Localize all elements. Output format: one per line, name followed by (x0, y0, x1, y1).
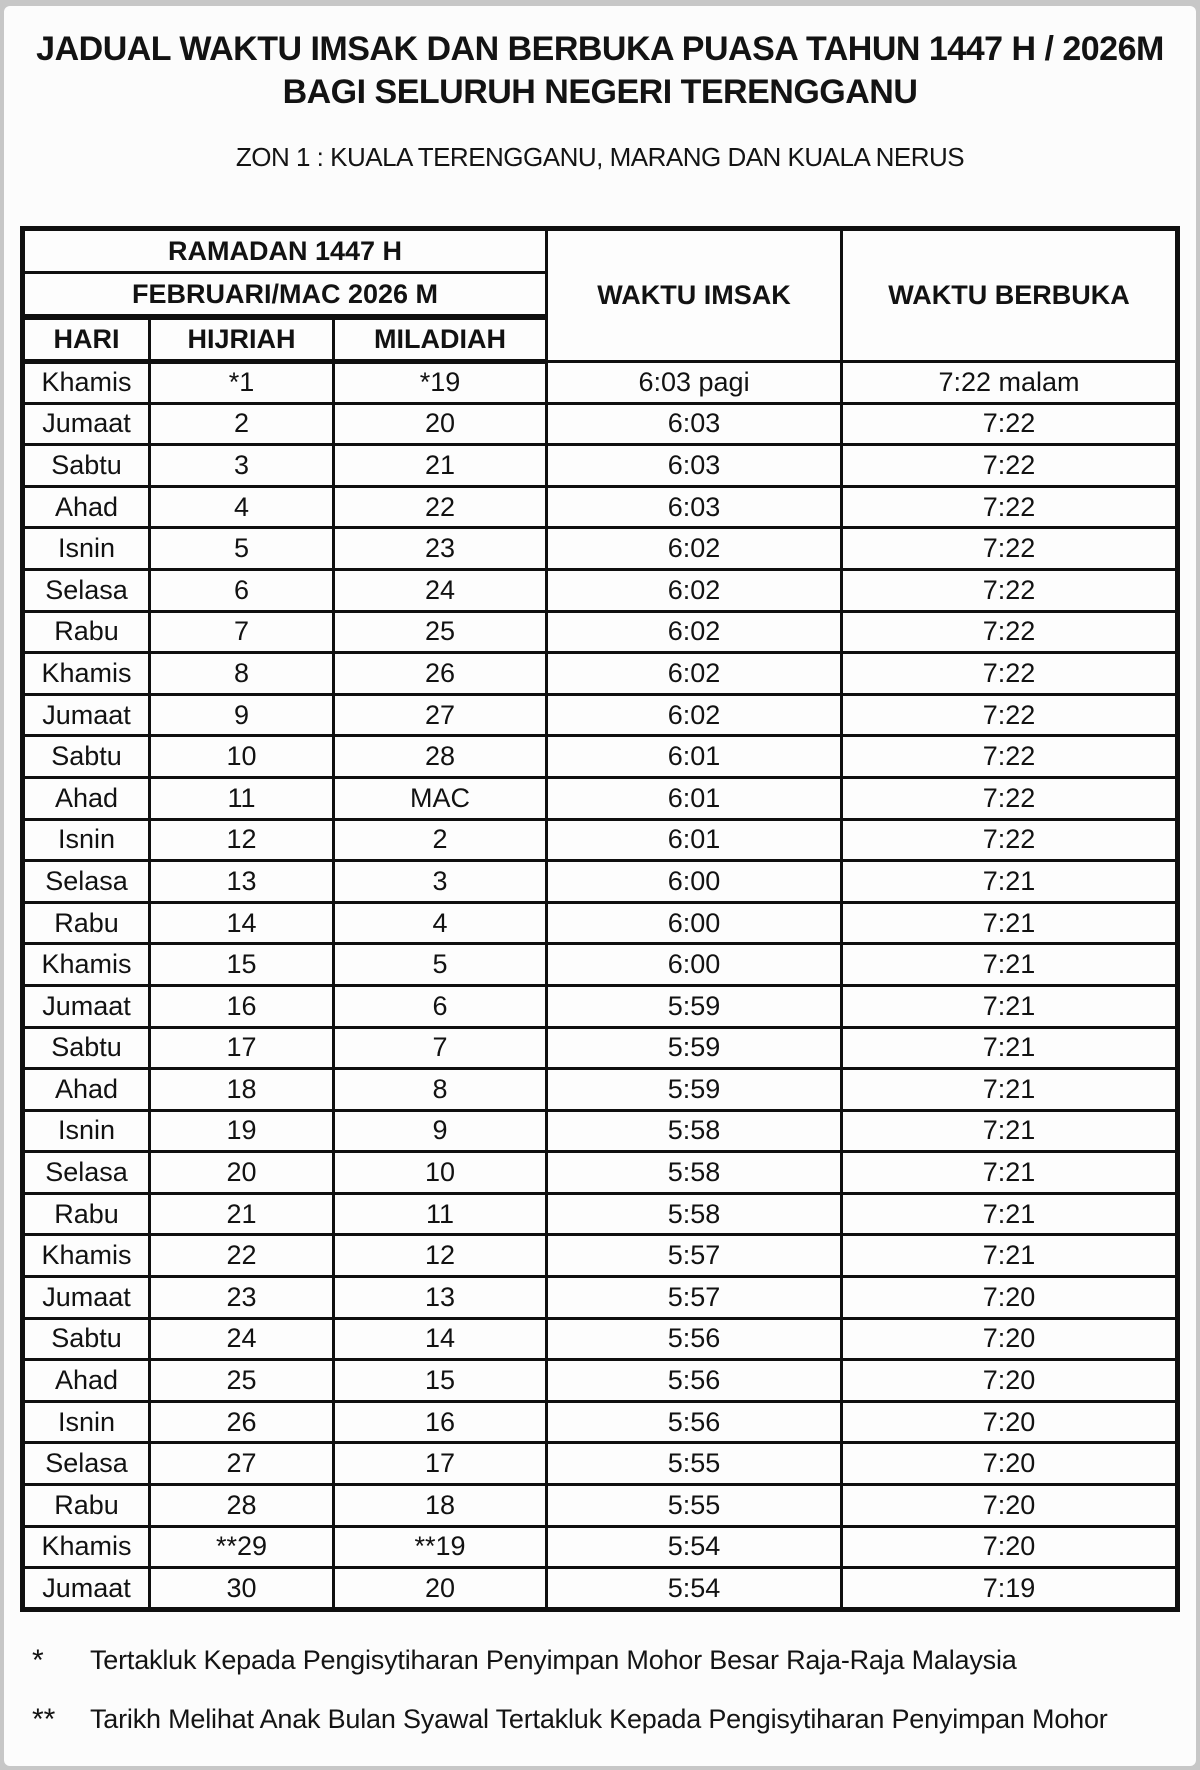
hijriah-date-cell: 11 (150, 777, 334, 819)
miladiah-date-cell: 11 (334, 1193, 547, 1235)
day-cell: Khamis (23, 1235, 150, 1277)
footnote-2-text: Tarikh Melihat Anak Bulan Syawal Tertakluk Kepada Pengisytiharan Penyimpan Mohor (90, 1704, 1108, 1734)
table-row (23, 1568, 1178, 1610)
imsak-time-cell: 5:58 (547, 1110, 842, 1152)
table-row (23, 486, 1178, 528)
table-row (23, 1443, 1178, 1485)
day-cell: Khamis (23, 1526, 150, 1568)
miladiah-date-cell: 22 (334, 486, 547, 528)
berbuka-time-cell: 7:22 (842, 819, 1178, 861)
day-cell: Rabu (23, 1193, 150, 1235)
imsak-time-cell: 6:03 pagi (547, 362, 842, 404)
table-row (23, 403, 1178, 445)
berbuka-time-cell: 7:22 (842, 569, 1178, 611)
imsak-time-cell: 5:54 (547, 1568, 842, 1610)
miladiah-date-cell: 23 (334, 528, 547, 570)
miladiah-date-cell: 5 (334, 944, 547, 986)
berbuka-time-cell: 7:21 (842, 944, 1178, 986)
table-row (23, 1485, 1178, 1527)
miladiah-date-cell: 13 (334, 1277, 547, 1319)
table-row (23, 528, 1178, 570)
berbuka-time-cell: 7:20 (842, 1277, 1178, 1319)
miladiah-date-cell: **19 (334, 1526, 547, 1568)
hijriah-date-cell: 22 (150, 1235, 334, 1277)
hijriah-date-cell: **29 (150, 1526, 334, 1568)
table-row (23, 861, 1178, 903)
day-cell: Rabu (23, 902, 150, 944)
zone-subtitle: ZON 1 : KUALA TERENGGANU, MARANG DAN KUALA NERUS (235, 142, 965, 172)
berbuka-time-cell: 7:22 (842, 694, 1178, 736)
imsak-time-cell: 6:00 (547, 861, 842, 903)
footnote-1-text: Tertakluk Kepada Pengisytiharan Penyimpan Mohor Besar Raja-Raja Malaysia (90, 1645, 1017, 1675)
day-cell: Selasa (23, 569, 150, 611)
table-row (23, 1401, 1178, 1443)
imsak-time-cell: 6:01 (547, 819, 842, 861)
hijriah-date-cell: 10 (150, 736, 334, 778)
table-row (23, 1526, 1178, 1568)
day-cell: Isnin (23, 819, 150, 861)
miladiah-date-cell: 21 (334, 445, 547, 487)
title-line-2: BAGI SELURUH NEGERI TERENGGANU (282, 73, 918, 111)
berbuka-time-cell: 7:21 (842, 985, 1178, 1027)
hijriah-date-cell: 4 (150, 486, 334, 528)
day-cell: Jumaat (23, 403, 150, 445)
table-row (23, 1110, 1178, 1152)
table-row (23, 653, 1178, 695)
berbuka-time-cell: 7:22 (842, 653, 1178, 695)
hijriah-date-cell: 5 (150, 528, 334, 570)
day-cell: Rabu (23, 611, 150, 653)
table-row (23, 611, 1178, 653)
day-cell: Jumaat (23, 1568, 150, 1610)
miladiah-date-cell: 3 (334, 861, 547, 903)
miladiah-date-cell: 8 (334, 1069, 547, 1111)
miladiah-date-cell: 2 (334, 819, 547, 861)
day-cell: Ahad (23, 1360, 150, 1402)
imsak-time-cell: 6:03 (547, 445, 842, 487)
miladiah-date-cell: 18 (334, 1485, 547, 1527)
berbuka-time-cell: 7:20 (842, 1401, 1178, 1443)
hijriah-date-cell: 2 (150, 403, 334, 445)
berbuka-time-cell: 7:22 (842, 403, 1178, 445)
hijriah-date-cell: 12 (150, 819, 334, 861)
miladiah-date-cell: 20 (334, 1568, 547, 1610)
footnote-2 (32, 1701, 1176, 1738)
table-row (23, 1069, 1178, 1111)
berbuka-time-cell: 7:21 (842, 1193, 1178, 1235)
day-cell: Sabtu (23, 1318, 150, 1360)
berbuka-time-cell: 7:22 (842, 611, 1178, 653)
day-cell: Khamis (23, 362, 150, 404)
table-row (23, 902, 1178, 944)
imsak-time-cell: 5:59 (547, 1027, 842, 1069)
day-cell: Selasa (23, 1443, 150, 1485)
hijriah-date-cell: 20 (150, 1152, 334, 1194)
day-cell: Isnin (23, 528, 150, 570)
table-row (23, 819, 1178, 861)
imsak-time-cell: 6:02 (547, 611, 842, 653)
imsak-time-cell: 5:59 (547, 1069, 842, 1111)
imsak-time-cell: 6:02 (547, 653, 842, 695)
hijriah-date-cell: 6 (150, 569, 334, 611)
berbuka-time-cell: 7:20 (842, 1485, 1178, 1527)
hijriah-date-cell: 15 (150, 944, 334, 986)
document-page (4, 6, 1196, 1766)
imsak-time-cell: 5:56 (547, 1318, 842, 1360)
header-ramadan-1447h: RAMADAN 1447 H (23, 229, 547, 273)
imsak-time-cell: 6:00 (547, 944, 842, 986)
imsak-time-cell: 6:02 (547, 569, 842, 611)
hijriah-date-cell: 25 (150, 1360, 334, 1402)
imsak-time-cell: 5:58 (547, 1193, 842, 1235)
day-cell: Rabu (23, 1485, 150, 1527)
berbuka-time-cell: 7:21 (842, 1152, 1178, 1194)
miladiah-date-cell: MAC (334, 777, 547, 819)
header-hijriah: HIJRIAH (150, 317, 334, 362)
berbuka-time-cell: 7:20 (842, 1318, 1178, 1360)
hijriah-date-cell: 18 (150, 1069, 334, 1111)
imsak-time-cell: 6:01 (547, 777, 842, 819)
berbuka-time-cell: 7:20 (842, 1526, 1178, 1568)
miladiah-date-cell: 17 (334, 1443, 547, 1485)
miladiah-date-cell: *19 (334, 362, 547, 404)
berbuka-time-cell: 7:21 (842, 902, 1178, 944)
imsak-time-cell: 5:55 (547, 1443, 842, 1485)
day-cell: Selasa (23, 1152, 150, 1194)
berbuka-time-cell: 7:21 (842, 861, 1178, 903)
miladiah-date-cell: 14 (334, 1318, 547, 1360)
footnote-1-marker: * (32, 1644, 44, 1677)
imsak-time-cell: 5:58 (547, 1152, 842, 1194)
day-cell: Khamis (23, 944, 150, 986)
day-cell: Jumaat (23, 694, 150, 736)
prayer-times-table (20, 226, 1180, 1612)
title-line-1: JADUAL WAKTU IMSAK DAN BERBUKA PUASA TAHUN 1447 H / 2026M (36, 30, 1164, 68)
imsak-time-cell: 6:02 (547, 528, 842, 570)
hijriah-date-cell: 3 (150, 445, 334, 487)
table-row (23, 362, 1178, 404)
table-body (23, 362, 1178, 1610)
day-cell: Sabtu (23, 445, 150, 487)
imsak-time-cell: 6:01 (547, 736, 842, 778)
hijriah-date-cell: 28 (150, 1485, 334, 1527)
table-header (23, 229, 1178, 362)
miladiah-date-cell: 24 (334, 569, 547, 611)
day-cell: Ahad (23, 486, 150, 528)
imsak-time-cell: 6:03 (547, 403, 842, 445)
day-cell: Ahad (23, 1069, 150, 1111)
berbuka-time-cell: 7:22 malam (842, 362, 1178, 404)
footnotes (32, 1642, 1176, 1760)
footnote-1 (32, 1642, 1176, 1679)
imsak-time-cell: 6:03 (547, 486, 842, 528)
imsak-time-cell: 5:56 (547, 1401, 842, 1443)
berbuka-time-cell: 7:21 (842, 1027, 1178, 1069)
hijriah-date-cell: *1 (150, 362, 334, 404)
hijriah-date-cell: 7 (150, 611, 334, 653)
berbuka-time-cell: 7:22 (842, 777, 1178, 819)
berbuka-time-cell: 7:20 (842, 1360, 1178, 1402)
header-hari: HARI (23, 317, 150, 362)
table-row (23, 777, 1178, 819)
miladiah-date-cell: 10 (334, 1152, 547, 1194)
hijriah-date-cell: 17 (150, 1027, 334, 1069)
berbuka-time-cell: 7:19 (842, 1568, 1178, 1610)
berbuka-time-cell: 7:22 (842, 736, 1178, 778)
table-row (23, 1318, 1178, 1360)
day-cell: Khamis (23, 653, 150, 695)
hijriah-date-cell: 9 (150, 694, 334, 736)
table-row (23, 985, 1178, 1027)
table-row (23, 1235, 1178, 1277)
table-row (23, 445, 1178, 487)
hijriah-date-cell: 23 (150, 1277, 334, 1319)
hijriah-date-cell: 24 (150, 1318, 334, 1360)
miladiah-date-cell: 7 (334, 1027, 547, 1069)
hijriah-date-cell: 30 (150, 1568, 334, 1610)
hijriah-date-cell: 8 (150, 653, 334, 695)
hijriah-date-cell: 19 (150, 1110, 334, 1152)
berbuka-time-cell: 7:20 (842, 1443, 1178, 1485)
miladiah-date-cell: 27 (334, 694, 547, 736)
header-row-ramadan (23, 229, 1178, 273)
hijriah-date-cell: 16 (150, 985, 334, 1027)
day-cell: Sabtu (23, 736, 150, 778)
footnote-2-marker: ** (32, 1703, 56, 1736)
berbuka-time-cell: 7:21 (842, 1110, 1178, 1152)
hijriah-date-cell: 21 (150, 1193, 334, 1235)
table-row (23, 1027, 1178, 1069)
table-row (23, 1277, 1178, 1319)
header-februari-mac-2026m: FEBRUARI/MAC 2026 M (23, 273, 547, 318)
berbuka-time-cell: 7:21 (842, 1235, 1178, 1277)
day-cell: Ahad (23, 777, 150, 819)
miladiah-date-cell: 25 (334, 611, 547, 653)
imsak-time-cell: 5:59 (547, 985, 842, 1027)
table-row (23, 944, 1178, 986)
miladiah-date-cell: 9 (334, 1110, 547, 1152)
page-title (4, 28, 1196, 114)
imsak-time-cell: 6:00 (547, 902, 842, 944)
table-row (23, 1152, 1178, 1194)
hijriah-date-cell: 26 (150, 1401, 334, 1443)
table-row (23, 569, 1178, 611)
berbuka-time-cell: 7:22 (842, 528, 1178, 570)
day-cell: Jumaat (23, 985, 150, 1027)
table-row (23, 736, 1178, 778)
day-cell: Isnin (23, 1401, 150, 1443)
imsak-time-cell: 5:57 (547, 1235, 842, 1277)
table-row (23, 1360, 1178, 1402)
miladiah-date-cell: 12 (334, 1235, 547, 1277)
table-row (23, 1193, 1178, 1235)
day-cell: Selasa (23, 861, 150, 903)
miladiah-date-cell: 28 (334, 736, 547, 778)
imsak-time-cell: 5:57 (547, 1277, 842, 1319)
hijriah-date-cell: 14 (150, 902, 334, 944)
day-cell: Jumaat (23, 1277, 150, 1319)
miladiah-date-cell: 16 (334, 1401, 547, 1443)
day-cell: Isnin (23, 1110, 150, 1152)
berbuka-time-cell: 7:22 (842, 445, 1178, 487)
imsak-time-cell: 5:54 (547, 1526, 842, 1568)
berbuka-time-cell: 7:21 (842, 1069, 1178, 1111)
header-miladiah: MILADIAH (334, 317, 547, 362)
day-cell: Sabtu (23, 1027, 150, 1069)
miladiah-date-cell: 26 (334, 653, 547, 695)
table-row (23, 694, 1178, 736)
miladiah-date-cell: 20 (334, 403, 547, 445)
imsak-time-cell: 5:55 (547, 1485, 842, 1527)
imsak-time-cell: 5:56 (547, 1360, 842, 1402)
miladiah-date-cell: 15 (334, 1360, 547, 1402)
berbuka-time-cell: 7:22 (842, 486, 1178, 528)
imsak-time-cell: 6:02 (547, 694, 842, 736)
header-waktu-berbuka: WAKTU BERBUKA (842, 229, 1178, 362)
hijriah-date-cell: 27 (150, 1443, 334, 1485)
miladiah-date-cell: 6 (334, 985, 547, 1027)
hijriah-date-cell: 13 (150, 861, 334, 903)
header-waktu-imsak: WAKTU IMSAK (547, 229, 842, 362)
miladiah-date-cell: 4 (334, 902, 547, 944)
